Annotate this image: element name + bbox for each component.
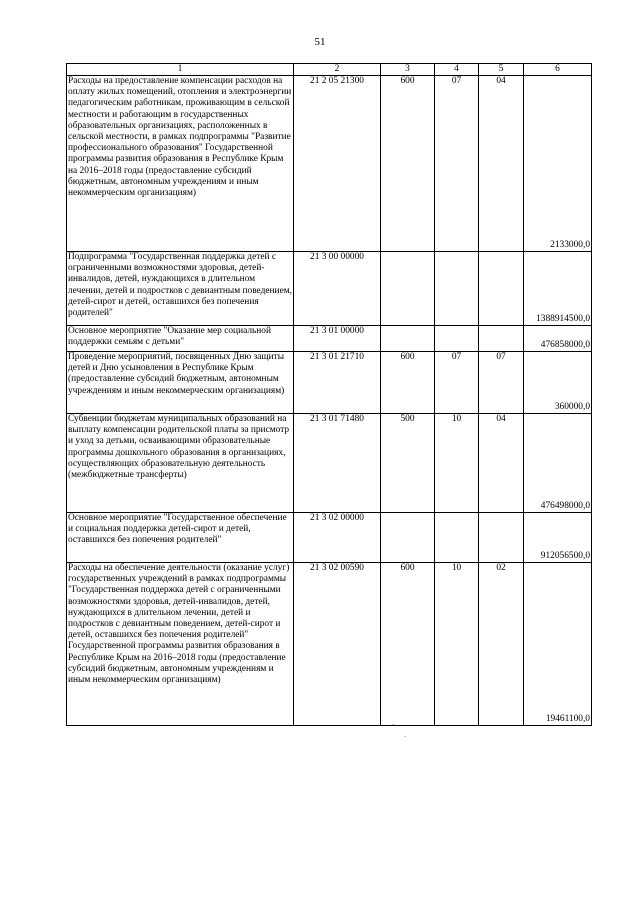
section-code <box>435 252 479 326</box>
amount: 912056500,0 <box>524 513 592 563</box>
subsection-code <box>479 326 524 352</box>
header-cell: 6 <box>524 64 592 76</box>
expense-type <box>381 252 435 326</box>
table-row <box>67 352 592 414</box>
section-code <box>435 326 479 352</box>
item-name: Расходы на предоставление компенсации расходов на оплату жилых помещений, отопления и электроэнергии педагогическим работникам, проживающим в сельской местности и работающим в государственных образовательных организациях, расположенных в сельской местности, в рамках подпрограммы "Развитие профессионального образования" Государственной программы развития образования в Республике Крым на 2016–2018 годы (предоставление субсидий бюджетным, автономным учреждениям и иным некоммерческим организациям) <box>67 76 294 252</box>
classification-code: 21 2 05 21300 <box>294 76 381 252</box>
item-name: Проведение мероприятий, посвященных Дню защиты детей и Дню усыновления в Республике Крым (предоставление субсидий бюджетным, автономным учреждениям и иным некоммерческим организациям) <box>67 352 294 414</box>
amount: 1388914500,0 <box>524 252 592 326</box>
expense-type <box>381 326 435 352</box>
classification-code: 21 3 01 21710 <box>294 352 381 414</box>
amount: 476858000,0 <box>524 326 592 352</box>
expense-type: 600 <box>381 352 435 414</box>
amount: 476498000,0 <box>524 414 592 513</box>
item-name: Расходы на обеспечение деятельности (оказание услуг) государственных учреждений в рамках подпрограммы "Государственная поддержка детей с ограниченными возможностями здоровья, детей-инвалидов, детей, нуждающихся в длительном лечении, детей и подростков с девиантным поведением, детей-сирот и детей, оставшихся без попечения родителей" Государственной программы развития образования в Республике Крым на 2016–2018 годы (предоставление субсидий бюджетным, автономным учреждениям и иным некоммерческим организациям) <box>67 563 294 726</box>
table-row <box>67 414 592 513</box>
table-row <box>67 513 592 563</box>
table-row <box>67 252 592 326</box>
subsection-code: 07 <box>479 352 524 414</box>
table-header-row <box>67 64 592 76</box>
table-row <box>67 326 592 352</box>
amount: 360000,0 <box>524 352 592 414</box>
section-code: 07 <box>435 76 479 252</box>
amount: 2133000,0 <box>524 76 592 252</box>
section-code: 07 <box>435 352 479 414</box>
item-name: Основное мероприятие "Государственное обеспечение и социальная поддержка детей-сирот и детей, оставшихся без попечения родителей" <box>67 513 294 563</box>
budget-table <box>66 63 592 726</box>
table-row <box>67 76 592 252</box>
item-name: Подпрограмма "Государственная поддержка детей с ограниченными возможностями здоровья, детей-инвалидов, детей, нуждающихся в длительном лечении, детей и подростков с девиантным поведением, детей-сирот и детей, оставшихся без попечения родителей" <box>67 252 294 326</box>
expense-type: 600 <box>381 76 435 252</box>
section-code: 10 <box>435 563 479 726</box>
header-cell: 2 <box>294 64 381 76</box>
expense-type: 600 <box>381 563 435 726</box>
classification-code: 21 3 01 00000 <box>294 326 381 352</box>
expense-type: 500 <box>381 414 435 513</box>
classification-code: 21 3 01 71480 <box>294 414 381 513</box>
classification-code: 21 3 02 00000 <box>294 513 381 563</box>
table-row <box>67 563 592 726</box>
header-cell: 4 <box>435 64 479 76</box>
subsection-code <box>479 513 524 563</box>
item-name: Основное мероприятие "Оказание мер социальной поддержки семьям с детьми" <box>67 326 294 352</box>
subsection-code: 02 <box>479 563 524 726</box>
header-cell: 3 <box>381 64 435 76</box>
header-cell: 1 <box>67 64 294 76</box>
amount: 19461100,0 <box>524 563 592 726</box>
scan-speck: . <box>404 730 406 739</box>
section-code: 10 <box>435 414 479 513</box>
subsection-code: 04 <box>479 76 524 252</box>
classification-code: 21 3 02 00590 <box>294 563 381 726</box>
item-name: Субвенции бюджетам муниципальных образований на выплату компенсации родительской платы за присмотр и уход за детьми, осваивающими образовательные программы дошкольного образования в организациях, осуществляющих образовательную деятельность (межбюджетные трансферты) <box>67 414 294 513</box>
expense-type <box>381 513 435 563</box>
subsection-code <box>479 252 524 326</box>
subsection-code: 04 <box>479 414 524 513</box>
classification-code: 21 3 00 00000 <box>294 252 381 326</box>
section-code <box>435 513 479 563</box>
page-number: 51 <box>314 36 326 48</box>
scan-speck: . <box>392 718 394 727</box>
header-cell: 5 <box>479 64 524 76</box>
